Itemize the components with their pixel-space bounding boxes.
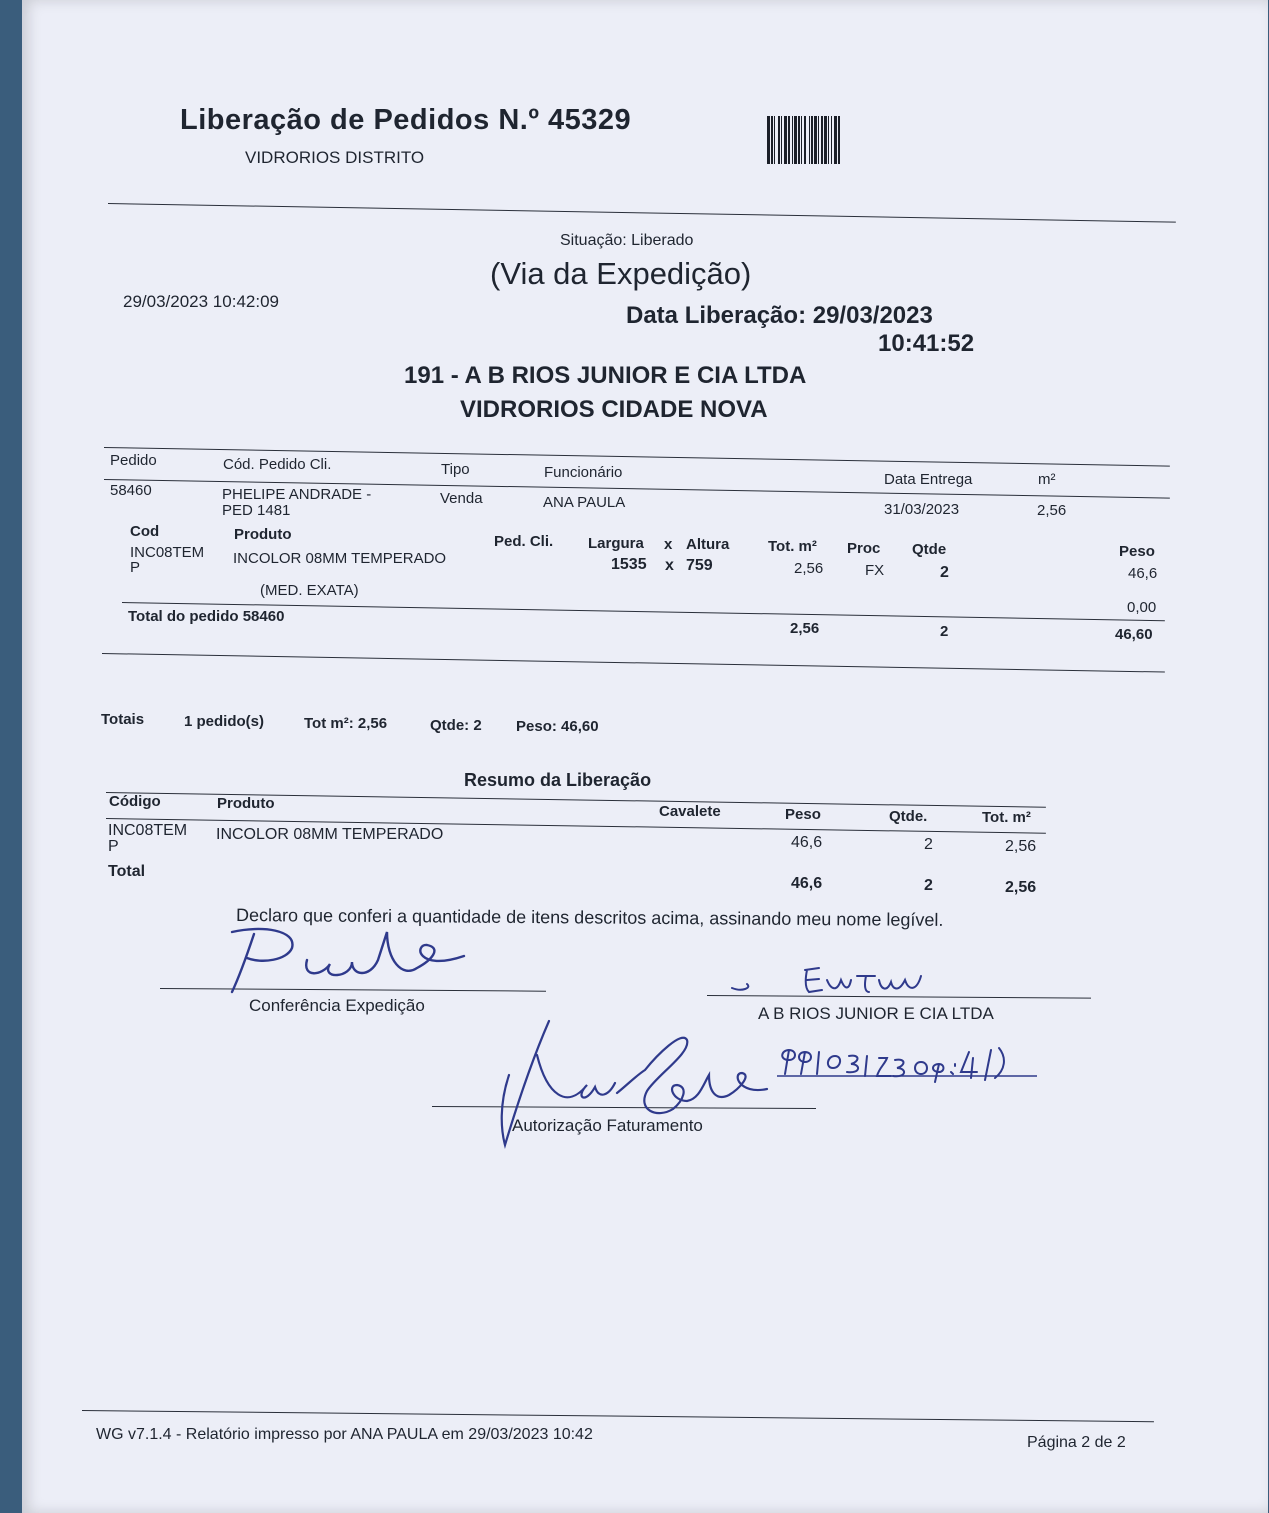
resumo-col-peso: Peso [785, 806, 821, 823]
totals-label: Totais [101, 711, 145, 728]
resumo-col-produto: Produto [217, 795, 275, 812]
header-divider [108, 203, 1176, 223]
barcode-bar [840, 116, 841, 164]
resumo-col-codigo: Código [109, 793, 161, 810]
order-total-label: Total do pedido 58460 [128, 608, 285, 625]
resumo-qtde: 2 [924, 836, 933, 853]
totals-pedidos: 1 pedido(s) [184, 713, 265, 730]
item-col-tot-m2: Tot. m² [768, 538, 817, 555]
col-m2: m² [1038, 471, 1056, 488]
resumo-title: Resumo da Liberação [464, 770, 652, 790]
col-pedido: Pedido [110, 452, 157, 469]
col-data-entrega: Data Entrega [884, 471, 973, 488]
item-col-x: x [664, 536, 673, 553]
signature-label-autorizacao: Autorização Faturamento [512, 1116, 703, 1135]
client-store: VIDRORIOS CIDADE NOVA [460, 396, 768, 423]
item-col-peso: Peso [1119, 543, 1155, 560]
document-title: Liberação de Pedidos N.º 45329 [180, 104, 632, 136]
order-total-peso: 46,60 [1115, 626, 1153, 643]
signature-paulo [202, 920, 482, 1000]
item-product: INCOLOR 08MM TEMPERADO [233, 550, 447, 567]
order-m2: 2,56 [1037, 502, 1067, 519]
release-time: 10:41:52 [878, 330, 975, 357]
resumo-code-line1: INC08TEM [108, 822, 188, 839]
item-col-largura: Largura [588, 535, 644, 552]
release-date: Data Liberação: 29/03/2023 [626, 302, 933, 329]
resumo-total-peso: 46,6 [791, 875, 823, 892]
item-col-produto: Produto [234, 526, 292, 543]
signature-label-conferencia: Conferência Expedição [249, 996, 425, 1015]
signature-label-cliente: A B RIOS JUNIOR E CIA LTDA [758, 1004, 994, 1023]
item-obs: (MED. EXATA) [260, 582, 359, 599]
item-extra: 0,00 [1127, 599, 1157, 616]
order-number: 58460 [110, 482, 152, 499]
order-table-bottom-rule [102, 653, 1165, 673]
resumo-tot-m2: 2,56 [1005, 838, 1037, 855]
item-proc: FX [865, 562, 885, 579]
item-code-line2: P [130, 559, 141, 576]
item-code-line1: INC08TEM [130, 544, 205, 561]
item-tot-m2: 2,56 [794, 560, 824, 577]
totals-m2: Tot m²: 2,56 [304, 715, 388, 732]
client-order-code-line2: PED 1481 [222, 502, 291, 519]
col-cod-pedido: Cód. Pedido Cli. [223, 456, 332, 473]
item-x: x [665, 557, 674, 574]
resumo-code-line2: P [108, 838, 119, 855]
resumo-col-cavalete: Cavalete [659, 803, 721, 820]
resumo-total-tot-m2: 2,56 [1005, 879, 1037, 896]
order-type: Venda [440, 490, 483, 507]
col-tipo: Tipo [441, 461, 470, 478]
client-name: 191 - A B RIOS JUNIOR E CIA LTDA [404, 362, 807, 389]
footer-page-number: Página 2 de 2 [1027, 1434, 1126, 1451]
signature-elton [727, 962, 947, 1002]
via-label: (Via da Expedição) [490, 256, 752, 291]
item-height: 759 [686, 557, 713, 574]
item-width: 1535 [611, 556, 647, 573]
col-funcionario: Funcionário [544, 464, 623, 481]
delivery-date: 31/03/2023 [884, 501, 960, 518]
item-col-cod: Cod [130, 523, 160, 540]
resumo-col-qtde: Qtde. [889, 808, 928, 825]
situacao-text: Situação: Liberado [560, 232, 694, 249]
printed-timestamp: 29/03/2023 10:42:09 [123, 292, 279, 311]
resumo-peso: 46,6 [791, 834, 823, 851]
item-col-qtde: Qtde [912, 541, 947, 558]
order-employee: ANA PAULA [543, 494, 626, 511]
resumo-col-tot-m2: Tot. m² [982, 809, 1031, 826]
item-col-proc: Proc [847, 540, 881, 557]
item-qtde: 2 [940, 564, 949, 581]
totals-qtde: Qtde: 2 [430, 717, 482, 734]
resumo-product: INCOLOR 08MM TEMPERADO [216, 826, 444, 843]
declaration-text: Declaro que conferi a quantidade de itens descritos acima, assinando meu nome legível. [235, 905, 944, 930]
item-col-ped-cli: Ped. Cli. [494, 533, 554, 550]
resumo-total-qtde: 2 [924, 877, 933, 894]
footer-printed-by: WG v7.1.4 - Relatório impresso por ANA PAULA em 29/03/2023 10:42 [96, 1426, 593, 1443]
item-peso: 46,6 [1128, 565, 1158, 582]
document-page [22, 0, 1268, 1513]
company-branch: VIDRORIOS DISTRITO [245, 148, 425, 167]
client-order-code-line1: PHELIPE ANDRADE - [222, 486, 372, 503]
barcode [767, 116, 955, 164]
signature-ana-paula [477, 1015, 777, 1155]
order-total-qtde: 2 [940, 623, 949, 640]
item-col-altura: Altura [686, 536, 730, 553]
footer-rule [82, 1410, 1154, 1422]
resumo-total-label: Total [108, 863, 146, 880]
totals-peso: Peso: 46,60 [516, 718, 599, 735]
order-total-m2: 2,56 [790, 620, 820, 637]
handwritten-date [767, 1028, 1087, 1092]
